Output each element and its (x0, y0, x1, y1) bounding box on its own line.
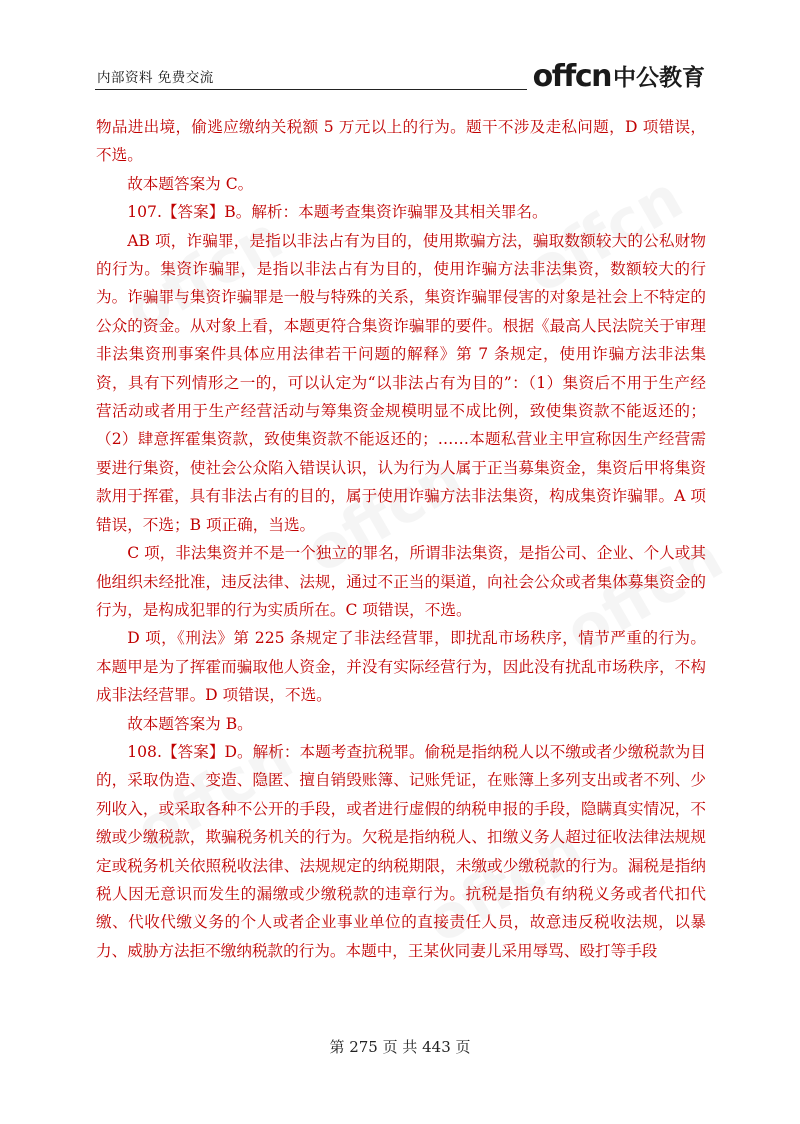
paragraph: 故本题答案为 B。 (127, 714, 253, 733)
paragraph: D 项，《刑法》第 225 条规定了非法经营罪，即扰乱市场秩序，情节严重的行为。本题甲是为了挥霍而骗取他人资金，并没有实际经营行为，因此没有扰乱市场秩序，不构成非法经营罪。D 项错误，不选。 (96, 629, 706, 705)
paragraph: C 项，非法集资并不是一个独立的罪名，所谓非法集资，是指公司、企业、个人或其他组织未经批准，违反法律、法规，通过不正当的渠道，向社会公众或者集体募集资金的行为，是构成犯罪的行为实质所在。C 项错误，不选。 (96, 544, 706, 619)
paragraph: AB 项，诈骗罪，是指以非法占有为目的，使用欺骗方法，骗取数额较大的公私财物的行为。集资诈骗罪，是指以非法占有为目的，使用诈骗方法非法集资，数额较大的行为。诈骗罪与集资诈骗罪是一般与特殊的关系，集资诈骗罪侵害的对象是社会上不特定的公众的资金。从对象上看，本题更符合集资诈骗罪的要件。根据《最高人民法院关于审理非法集资刑事案件具体应用法律若干问题的解释》第 7 条规定，使用诈骗方法非法集资，具有下列情形之一的，可以认定为“以非法占有为目的”：（1）集资后不用于生产经营活动或者用于生产经营活动与筹集资金规模明显不成比例，致使集资款不能返还的；（2）肆意挥霍集资款，致使集资款不能返还的；……本题私营业主甲宣称因生产经营需要进行集资，使社会公众陷入错误认识，认为行为人属于正当募集资金，集资后甲将集资款用于挥霍，具有非法占有的目的，属于使用诈骗方法非法集资，构成集资诈骗罪。A 项错误，不选；B 项正确，当选。 (96, 231, 706, 534)
logo-latin-text: offcn (532, 59, 611, 94)
logo-cn-text: 中公教育 (613, 65, 705, 91)
paragraph: 107.【答案】B。解析：本题考查集资诈骗罪及其相关罪名。 (127, 203, 548, 222)
header-divider (95, 89, 527, 90)
document-body (96, 113, 706, 965)
header-label: 内部资料 免费交流 (97, 70, 214, 86)
paragraph: 物品进出境，偷逃应缴纳关税额 5 万元以上的行为。题干不涉及走私问题，D 项错误，不选。 (96, 118, 706, 165)
paragraph: 故本题答案为 C。 (127, 174, 254, 193)
page-header (95, 58, 705, 92)
offcn-logo (533, 58, 705, 92)
paragraph: 108.【答案】D。解析：本题考查抗税罪。偷税是指纳税人以不缴或者少缴税款为目的，采取伪造、变造、隐匿、擅自销毁账簿、记账凭证，在账簿上多列支出或者不列、少列收入，或采取各种不公开的手段，或者进行虚假的纳税申报的手段，隐瞒真实情况，不缴或少缴税款，欺骗税务机关的行为。欠税是指纳税人、扣缴义务人超过征收法律法规规定或税务机关依照税收法律、法规规定的纳税期限，未缴或少缴税款的行为。漏税是指纳税人因无意识而发生的漏缴或少缴税款的违章行为。抗税是指负有纳税义务或者代扣代缴、代收代缴义务的个人或者企业事业单位的直接责任人员，故意违反税收法规，以暴力、威胁方法拒不缴纳税款的行为。本题中，王某伙同妻儿采用辱骂、殴打等手段 (96, 742, 706, 960)
page-footer: 第 275 页 共 443 页 (329, 1038, 471, 1056)
